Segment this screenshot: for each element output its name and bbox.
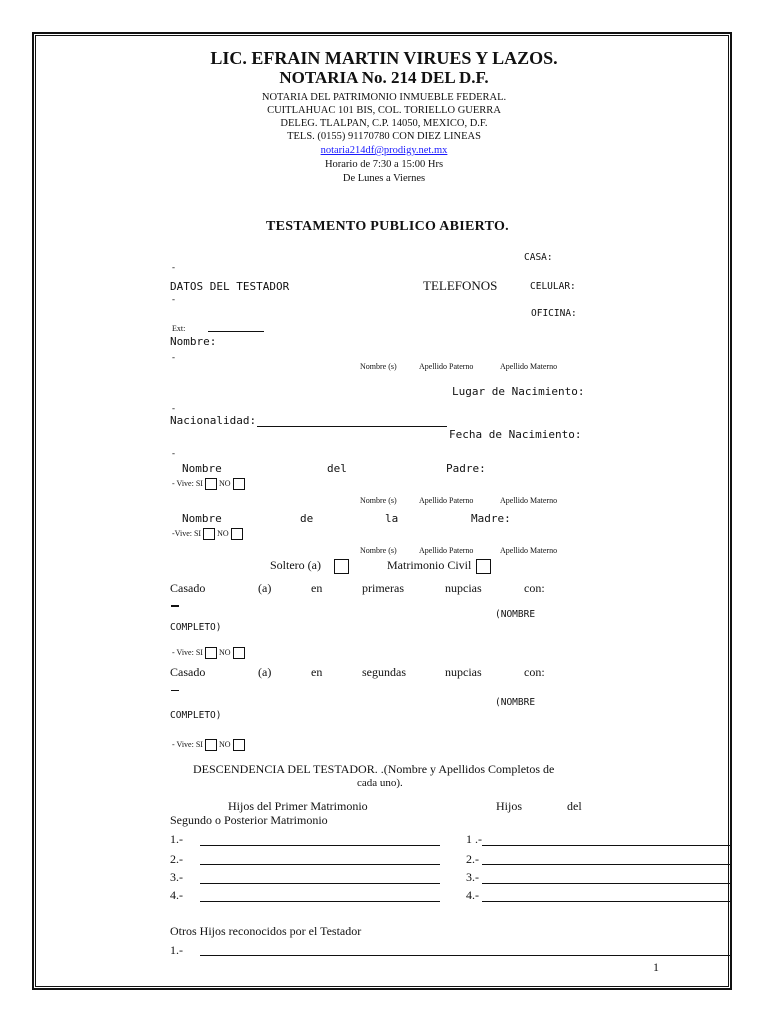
nacionalidad-field-line[interactable] bbox=[257, 426, 447, 427]
padre-col-paterno: Apellido Paterno bbox=[419, 496, 474, 505]
casado2-w3: en bbox=[311, 665, 323, 679]
soltero-row bbox=[270, 558, 351, 574]
madre-word-2: de bbox=[300, 512, 314, 525]
soltero-label: Soltero (a) bbox=[270, 558, 321, 572]
madre-col-nombre: Nombre (s) bbox=[360, 546, 397, 555]
hijo3-right-number: 3.- bbox=[466, 870, 479, 884]
casado2-w4: segundas bbox=[362, 665, 406, 679]
col-apellido-materno: Apellido Materno bbox=[500, 362, 558, 371]
notary-number: NOTARIA No. 214 DEL D.F. bbox=[279, 68, 489, 87]
email-link[interactable]: notaria214df@prodigy.net.mx bbox=[320, 145, 448, 156]
hijo1-right-number: 1 .- bbox=[466, 832, 482, 846]
padre-col-materno: Apellido Materno bbox=[500, 496, 558, 505]
casado1-vive-si-checkbox[interactable] bbox=[205, 647, 217, 659]
otros-hijo1-line[interactable] bbox=[200, 955, 732, 956]
casado2-vive-row: - Vive: SI NO bbox=[172, 739, 247, 751]
madre-word-3: la bbox=[385, 512, 399, 525]
hijo2-right-line[interactable] bbox=[482, 864, 732, 865]
page-number: 1 bbox=[653, 960, 659, 974]
matrimonio-row bbox=[387, 558, 493, 574]
casado2-w2: (a) bbox=[258, 665, 272, 679]
ext-field-line[interactable] bbox=[208, 331, 264, 332]
fecha-nacimiento-label: Fecha de Nacimiento: bbox=[449, 428, 582, 441]
padre-vive-label: Vive: SI bbox=[176, 478, 203, 488]
madre-col-materno: Apellido Materno bbox=[500, 546, 558, 555]
otros-hijos-title: Otros Hijos reconocidos por el Testador bbox=[170, 924, 362, 938]
hijo2-left-number: 2.- bbox=[170, 852, 183, 866]
madre-vive-label: Vive: SI bbox=[174, 528, 202, 538]
casado2-vive-label: Vive: SI bbox=[176, 739, 203, 749]
header-line-3: DELEG. TLALPAN, C.P. 14050, MEXICO, D.F. bbox=[280, 118, 488, 129]
schedule-days: De Lunes a Viernes bbox=[342, 173, 426, 184]
casado1-nombre-label: (NOMBRE bbox=[495, 609, 536, 620]
madre-word-1: Nombre bbox=[182, 512, 222, 525]
hijos-primer-matrimonio: Hijos del Primer Matrimonio bbox=[228, 799, 368, 813]
casado1-no-label: NO bbox=[218, 647, 231, 657]
casado2-vive-no-checkbox[interactable] bbox=[233, 739, 245, 751]
madre-col-paterno: Apellido Paterno bbox=[419, 546, 474, 555]
madre-vive-si-checkbox[interactable] bbox=[203, 528, 215, 540]
descendencia-title-2: cada uno). bbox=[357, 777, 403, 789]
madre-no-label: NO bbox=[217, 528, 229, 538]
ext-label: Ext: bbox=[172, 324, 186, 333]
casado1-w6: con: bbox=[524, 581, 545, 595]
datos-testador-label: DATOS DEL TESTADOR bbox=[170, 280, 290, 293]
hijo4-left-line[interactable] bbox=[200, 901, 440, 902]
header-line-4: TELS. (0155) 91170780 CON DIEZ LINEAS bbox=[287, 131, 481, 142]
hijo1-left-line[interactable] bbox=[200, 845, 440, 846]
descendencia-title: DESCENDENCIA DEL TESTADOR. .(Nombre y Apellidos Completos de bbox=[193, 762, 555, 776]
otros-hijo1-number: 1.- bbox=[170, 943, 183, 957]
hijo4-left-number: 4.- bbox=[170, 888, 183, 902]
padre-vive-no-checkbox[interactable] bbox=[233, 478, 245, 490]
padre-vive-row: - Vive: SI NO bbox=[172, 478, 247, 490]
lugar-nacimiento-label: Lugar de Nacimiento: bbox=[452, 385, 585, 398]
hijo1-left-number: 1.- bbox=[170, 832, 183, 846]
hijos-segundo-w1: Hijos bbox=[496, 799, 523, 813]
padre-no-label: NO bbox=[218, 478, 231, 488]
phone-oficina-label: OFICINA: bbox=[531, 308, 577, 319]
casado1-w1: Casado bbox=[170, 581, 206, 595]
hijo3-left-number: 3.- bbox=[170, 870, 183, 884]
casado1-vive-row: - Vive: SI NO bbox=[172, 647, 247, 659]
padre-col-nombre: Nombre (s) bbox=[360, 496, 397, 505]
header-line-1: NOTARIA DEL PATRIMONIO INMUEBLE FEDERAL. bbox=[261, 92, 507, 103]
bullet-mark: - bbox=[172, 403, 175, 413]
hijo2-right-number: 2.- bbox=[466, 852, 479, 866]
casado2-nombre-label: (NOMBRE bbox=[495, 697, 536, 708]
hijo4-right-line[interactable] bbox=[482, 901, 732, 902]
hijo3-left-line[interactable] bbox=[200, 883, 440, 884]
nombre-label: Nombre: bbox=[170, 335, 217, 348]
casado1-completo-label: COMPLETO) bbox=[170, 622, 222, 633]
casado1-vive-no-checkbox[interactable] bbox=[233, 647, 245, 659]
casado1-vive-label: Vive: SI bbox=[176, 647, 203, 657]
madre-word-4: Madre: bbox=[471, 512, 511, 525]
madre-vive-row: -Vive: SI NO bbox=[172, 528, 245, 540]
padre-word-3: Padre: bbox=[446, 462, 486, 475]
bullet-mark: - bbox=[172, 262, 175, 272]
casado2-w5: nupcias bbox=[445, 665, 482, 679]
casado1-w4: primeras bbox=[362, 581, 404, 595]
hijo4-right-number: 4.- bbox=[466, 888, 479, 902]
bullet-mark: - bbox=[172, 448, 175, 458]
col-apellido-paterno: Apellido Paterno bbox=[419, 362, 474, 371]
casado2-w6: con: bbox=[524, 665, 545, 679]
phone-celular-label: CELULAR: bbox=[530, 281, 576, 292]
madre-vive-no-checkbox[interactable] bbox=[231, 528, 243, 540]
document-title: TESTAMENTO PUBLICO ABIERTO. bbox=[266, 219, 509, 234]
hijos-segundo-w2: del bbox=[567, 799, 582, 813]
header-line-2: CUITLAHUAC 101 BIS, COL. TORIELLO GUERRA bbox=[267, 105, 501, 116]
col-nombre: Nombre (s) bbox=[360, 362, 397, 371]
hijo2-left-line[interactable] bbox=[200, 864, 440, 865]
hijo3-right-line[interactable] bbox=[482, 883, 732, 884]
soltero-checkbox[interactable] bbox=[334, 559, 349, 574]
padre-word-2: del bbox=[327, 462, 347, 475]
matrimonio-civil-label: Matrimonio Civil bbox=[387, 558, 472, 572]
padre-vive-si-checkbox[interactable] bbox=[205, 478, 217, 490]
casado2-vive-si-checkbox[interactable] bbox=[205, 739, 217, 751]
casado2-w1: Casado bbox=[170, 665, 206, 679]
padre-word-1: Nombre bbox=[182, 462, 222, 475]
casado1-w5: nupcias bbox=[445, 581, 482, 595]
phone-casa-label: CASA: bbox=[524, 252, 553, 263]
schedule-hours: Horario de 7:30 a 15:00 Hrs bbox=[324, 159, 444, 170]
bullet-mark: - bbox=[172, 294, 175, 304]
matrimonio-civil-checkbox[interactable] bbox=[476, 559, 491, 574]
casado2-completo-label: COMPLETO) bbox=[170, 710, 222, 721]
telefonos-label: TELEFONOS bbox=[423, 278, 498, 293]
notary-name: LIC. EFRAIN MARTIN VIRUES Y LAZOS. bbox=[210, 48, 558, 68]
casado1-w2: (a) bbox=[258, 581, 272, 595]
casado2-field-line[interactable] bbox=[171, 690, 179, 691]
casado1-w3: en bbox=[311, 581, 323, 595]
bullet-mark: - bbox=[172, 352, 175, 362]
hijos-segundo-w3: Segundo o Posterior Matrimonio bbox=[170, 813, 328, 827]
casado1-field-line[interactable] bbox=[171, 605, 179, 607]
casado2-no-label: NO bbox=[218, 739, 231, 749]
nacionalidad-label: Nacionalidad: bbox=[170, 414, 257, 427]
hijo1-right-line[interactable] bbox=[482, 845, 732, 846]
